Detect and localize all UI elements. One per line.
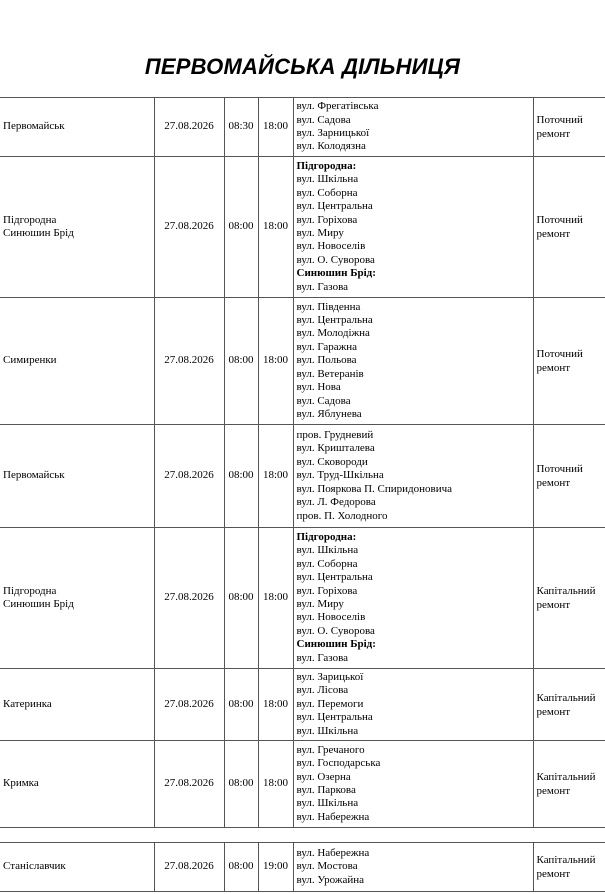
time-from-cell: 08:00 bbox=[224, 157, 258, 298]
streets-cell bbox=[293, 98, 533, 157]
time-from-cell: 08:00 bbox=[224, 298, 258, 425]
date-cell: 27.08.2026 bbox=[154, 298, 224, 425]
settlement-cell bbox=[0, 425, 154, 528]
street-item: вул. Шкільна bbox=[296, 724, 359, 737]
time-from-cell: 08:00 bbox=[224, 669, 258, 741]
street-item: вул. Південна bbox=[296, 300, 361, 313]
date-cell: 27.08.2026 bbox=[154, 425, 224, 528]
table-row bbox=[0, 298, 605, 425]
work-type-cell: Поточний ремонт bbox=[533, 298, 605, 425]
street-item: вул. Яблунева bbox=[296, 407, 362, 420]
work-type-cell: Поточний ремонт bbox=[533, 157, 605, 298]
settlement-cell bbox=[0, 298, 154, 425]
street-item: вул. Труд-Шкільна bbox=[296, 469, 384, 482]
time-to-cell: 18:00 bbox=[258, 741, 293, 828]
street-item: вул. Садова bbox=[296, 113, 351, 126]
street-item: вул. Миру bbox=[296, 598, 344, 610]
date-cell: 27.08.2026 bbox=[154, 98, 224, 157]
date-cell: 27.08.2026 bbox=[154, 843, 224, 892]
work-type-cell: Поточний ремонт bbox=[533, 98, 605, 157]
street-item: вул. Набережна bbox=[296, 846, 370, 859]
settlement-name: Синюшин Брід bbox=[3, 227, 74, 239]
time-from-cell: 08:00 bbox=[224, 843, 258, 892]
street-item: вул. Перемоги bbox=[296, 697, 364, 710]
work-type-cell: Поточний ремонт bbox=[533, 425, 605, 528]
street-item: вул. Шкільна bbox=[296, 544, 359, 557]
settlement-cell bbox=[0, 157, 154, 298]
street-item: вул. Нова bbox=[296, 381, 341, 394]
settlement-name: Станіславчик bbox=[3, 860, 66, 873]
street-item: вул. Фрегатівська bbox=[296, 100, 379, 113]
street-item: вул. Газова bbox=[296, 280, 349, 293]
date-cell: 27.08.2026 bbox=[154, 669, 224, 741]
street-item: вул. Горіхова bbox=[296, 584, 358, 597]
street-item: вул. Горіхова bbox=[296, 213, 358, 226]
settlement-cell bbox=[0, 528, 154, 669]
street-item: вул. Пояркова П. Спиридоновича bbox=[296, 482, 453, 495]
street-item: вул. Колодязна bbox=[296, 140, 366, 153]
street-item: вул. Шкільна bbox=[296, 173, 359, 186]
street-item: пров. П. Холодного bbox=[296, 509, 388, 522]
street-item: вул. О. Суворова bbox=[296, 253, 375, 266]
street-item: вул. Центральна bbox=[296, 571, 373, 584]
street-item: вул. Новоселів bbox=[296, 240, 366, 253]
streets-cell bbox=[293, 741, 533, 828]
outage-table-continued bbox=[0, 842, 605, 892]
streets-cell bbox=[293, 425, 533, 528]
street-item: вул. Гречаного bbox=[296, 743, 365, 756]
work-type-cell: Капітальний ремонт bbox=[533, 669, 605, 741]
streets-cell bbox=[293, 528, 533, 669]
street-item: вул. Зарницької bbox=[296, 127, 370, 139]
settlement-name: Підгородна bbox=[3, 584, 57, 597]
street-item: вул. Гаражна bbox=[296, 340, 358, 353]
street-item: вул. Польова bbox=[296, 354, 357, 367]
street-item: вул. Мостова bbox=[296, 860, 358, 873]
table-row bbox=[0, 425, 605, 528]
table-row bbox=[0, 528, 605, 669]
street-item: вул. Центральна bbox=[296, 314, 373, 327]
street-item: вул. Урожайна bbox=[296, 873, 365, 886]
time-to-cell: 18:00 bbox=[258, 298, 293, 425]
street-item: вул. Шкільна bbox=[296, 797, 359, 810]
street-item: вул. Л. Федорова bbox=[296, 496, 376, 509]
street-item: вул. Паркова bbox=[296, 784, 356, 796]
date-cell: 27.08.2026 bbox=[154, 157, 224, 298]
street-item: вул. Зарицької bbox=[296, 670, 364, 683]
time-to-cell: 19:00 bbox=[258, 843, 293, 892]
table-row bbox=[0, 98, 605, 157]
time-to-cell: 18:00 bbox=[258, 669, 293, 741]
street-item: вул. Озерна bbox=[296, 770, 351, 783]
street-item: вул. Господарська bbox=[296, 757, 381, 770]
settlement-cell bbox=[0, 843, 154, 892]
table-row bbox=[0, 843, 605, 892]
time-to-cell: 18:00 bbox=[258, 98, 293, 157]
time-from-cell: 08:00 bbox=[224, 425, 258, 528]
work-type-cell: Капітальний ремонт bbox=[533, 843, 605, 892]
street-group-heading: Підгородна: bbox=[296, 159, 357, 172]
table-row bbox=[0, 741, 605, 828]
date-cell: 27.08.2026 bbox=[154, 528, 224, 669]
settlement-name: Підгородна bbox=[3, 213, 57, 226]
time-from-cell: 08:00 bbox=[224, 741, 258, 828]
street-item: пров. Грудневий bbox=[296, 429, 374, 442]
table-row bbox=[0, 157, 605, 298]
streets-cell bbox=[293, 843, 533, 892]
street-item: вул. Сковороди bbox=[296, 455, 368, 468]
settlement-cell bbox=[0, 669, 154, 741]
street-item: вул. Центральна bbox=[296, 711, 373, 724]
street-item: вул. Садова bbox=[296, 394, 351, 407]
street-item: вул. Соборна bbox=[296, 557, 358, 570]
settlement-name: Катеринка bbox=[3, 697, 52, 710]
settlement-name: Первомайськ bbox=[3, 120, 65, 133]
streets-cell bbox=[293, 298, 533, 425]
settlement-cell bbox=[0, 98, 154, 157]
street-group-heading: Синюшин Брід: bbox=[296, 267, 376, 280]
settlement-name: Симиренки bbox=[3, 354, 57, 367]
street-item: вул. Кришталева bbox=[296, 442, 375, 455]
settlement-name: Синюшин Брід bbox=[3, 598, 74, 610]
work-type-cell: Капітальний ремонт bbox=[533, 741, 605, 828]
streets-cell bbox=[293, 157, 533, 298]
street-item: вул. Новоселів bbox=[296, 611, 366, 624]
street-item: вул. Набережна bbox=[296, 810, 370, 823]
street-item: вул. Центральна bbox=[296, 200, 373, 213]
date-cell: 27.08.2026 bbox=[154, 741, 224, 828]
time-from-cell: 08:30 bbox=[224, 98, 258, 157]
street-item: вул. Молодіжна bbox=[296, 327, 370, 340]
street-item: вул. Соборна bbox=[296, 186, 358, 199]
outage-table bbox=[0, 97, 605, 828]
street-group-heading: Синюшин Брід: bbox=[296, 638, 376, 651]
time-to-cell: 18:00 bbox=[258, 157, 293, 298]
street-item: вул. Газова bbox=[296, 651, 349, 664]
time-to-cell: 18:00 bbox=[258, 425, 293, 528]
settlement-name: Кримка bbox=[3, 777, 39, 790]
street-item: вул. Ветеранів bbox=[296, 367, 364, 380]
street-group-heading: Підгородна: bbox=[296, 530, 357, 543]
time-from-cell: 08:00 bbox=[224, 528, 258, 669]
streets-cell bbox=[293, 669, 533, 741]
page-title: ПЕРВОМАЙСЬКА ДІЛЬНИЦЯ bbox=[144, 54, 461, 79]
street-item: вул. Миру bbox=[296, 227, 344, 239]
time-to-cell: 18:00 bbox=[258, 528, 293, 669]
settlement-name: Первомайськ bbox=[3, 469, 65, 482]
work-type-cell: Капітальний ремонт bbox=[533, 528, 605, 669]
street-item: вул. О. Суворова bbox=[296, 624, 375, 637]
table-row bbox=[0, 669, 605, 741]
street-item: вул. Лісова bbox=[296, 684, 349, 697]
settlement-cell bbox=[0, 741, 154, 828]
